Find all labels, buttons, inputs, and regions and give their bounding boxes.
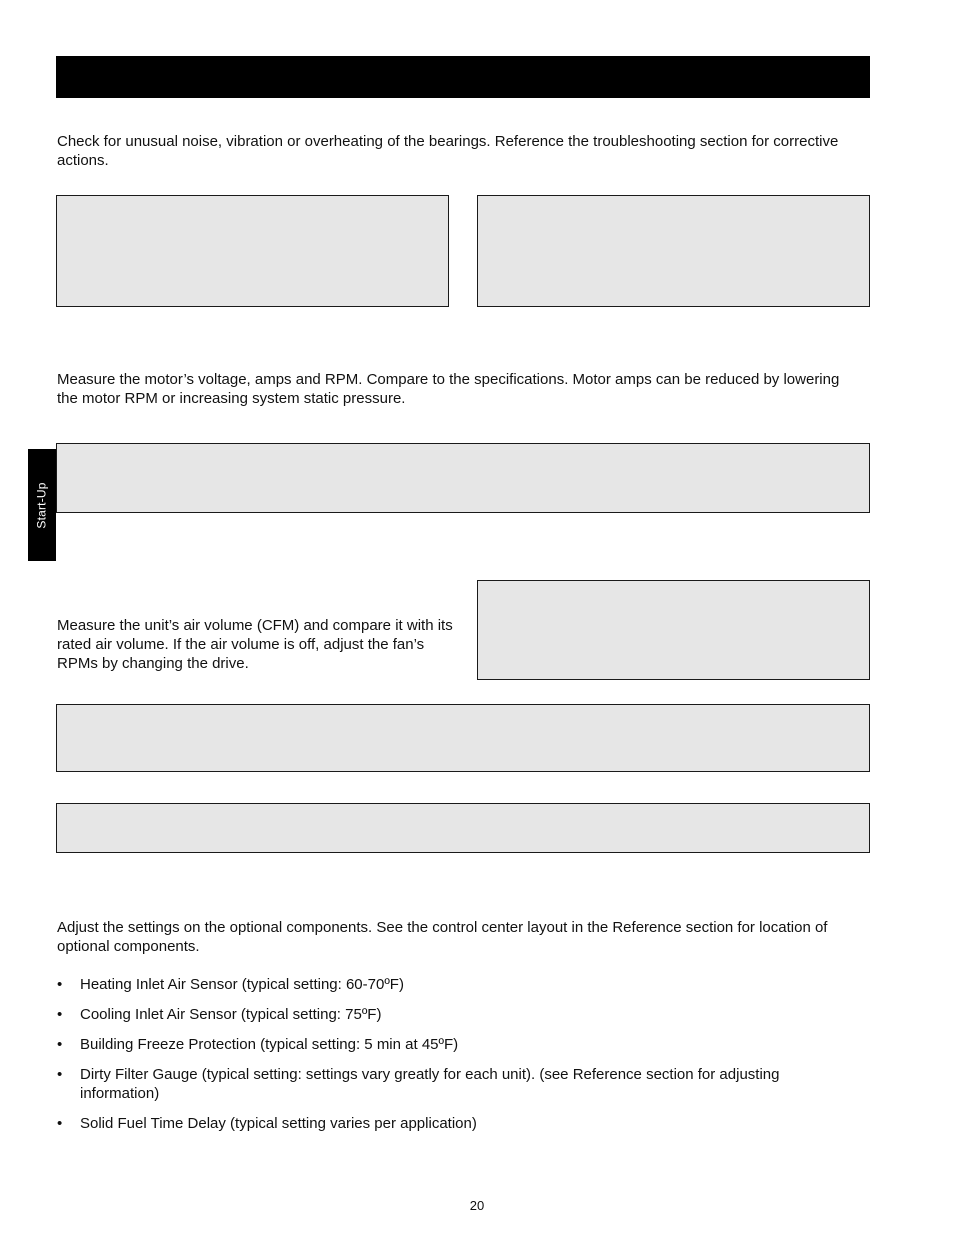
bearings-paragraph: Check for unusual noise, vibration or overheating of the bearings. Reference the troubleshooting section for corrective actions. — [57, 133, 839, 169]
note-box — [56, 195, 449, 307]
side-tab-label: Start-Up — [34, 481, 49, 529]
motor-paragraph: Measure the motor’s voltage, amps and RPM. Compare to the specifications. Motor amps can be reduced by lowering the motor RPM or increasing system static pressure. — [57, 371, 840, 407]
note-box — [477, 195, 870, 307]
list-item: • Dirty Filter Gauge (typical setting: settings vary greatly for each unit). (see Reference section for adjusting information) — [57, 1065, 857, 1103]
list-item: • Cooling Inlet Air Sensor (typical setting: 75ºF) — [57, 1005, 857, 1024]
air-volume-paragraph: Measure the unit’s air volume (CFM) and compare it with its rated air volume. If the air volume is off, adjust the fan’s RPMs by changing the drive. — [57, 617, 453, 672]
optional-components-paragraph: Adjust the settings on the optional components. See the control center layout in the Reference section for location of optional components. — [57, 919, 828, 955]
note-box — [56, 704, 870, 772]
note-box — [56, 803, 870, 853]
note-box — [477, 580, 870, 680]
note-box — [56, 443, 870, 513]
list-item: • Building Freeze Protection (typical setting: 5 min at 45ºF) — [57, 1035, 857, 1054]
optional-components-list — [57, 975, 857, 1133]
list-item: • Solid Fuel Time Delay (typical setting varies per application) — [57, 1114, 857, 1133]
page-number: 20 — [469, 1198, 485, 1213]
list-item: • Heating Inlet Air Sensor (typical setting: 60-70ºF) — [57, 975, 857, 994]
section-header-bar — [56, 56, 870, 98]
side-tab-start-up — [28, 449, 56, 561]
